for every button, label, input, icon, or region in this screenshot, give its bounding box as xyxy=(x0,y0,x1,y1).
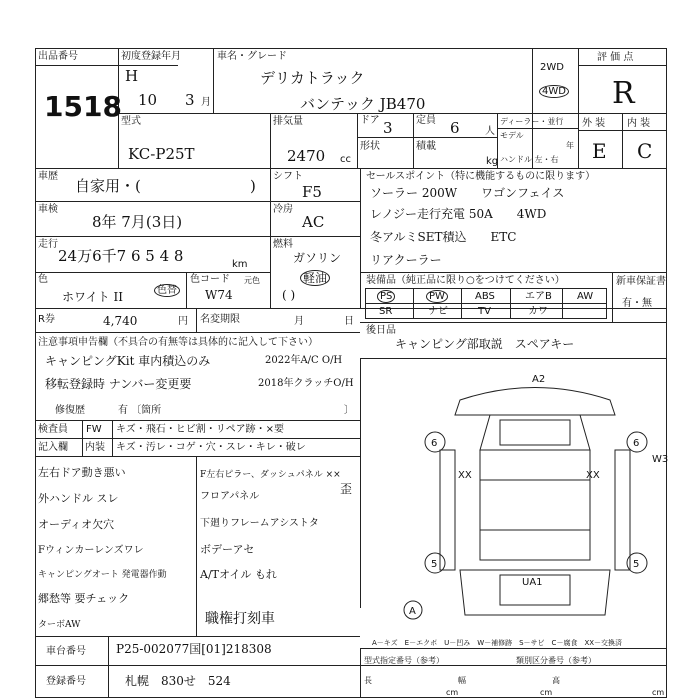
equipment-item: AW xyxy=(577,291,594,302)
diagram-mark: XX xyxy=(458,470,472,481)
diagram-mark: 5 xyxy=(431,559,438,570)
remark-side-mark: 歪 xyxy=(340,482,353,496)
aircon-value: AC xyxy=(302,213,325,231)
equipment-item: カワ xyxy=(528,306,548,317)
sales-points-label: セールスポイント（特に機能するものに限ります） xyxy=(366,171,596,182)
diagram-right-side xyxy=(615,450,630,570)
lot-number-label: 出品番号 xyxy=(38,51,78,62)
term-day: 日 xyxy=(344,316,354,327)
remark-right: A/Tオイル もれ xyxy=(200,568,277,581)
equipment-item: PS xyxy=(377,290,395,303)
recycle-value: 4,740 xyxy=(103,314,138,328)
capacity-label: 定員 xyxy=(416,115,436,126)
repair-history-value: 有 〔箇所 xyxy=(118,405,162,416)
equipment-item: PW xyxy=(426,290,448,303)
doors: 3 xyxy=(383,119,393,137)
model-code: KC-P25T xyxy=(128,145,195,163)
diagram-mark: W3 xyxy=(652,454,669,465)
month-unit: 月 xyxy=(201,97,211,108)
recycle-unit: 円 xyxy=(178,316,188,327)
interior-grade: C xyxy=(637,139,653,163)
guarantee-value: 有・無 xyxy=(622,298,652,309)
model-code-label: 型式 xyxy=(121,116,141,127)
aircon-label: 冷房 xyxy=(273,204,293,215)
inspector-row-exterior: キズ・飛石・ヒビ割・リペア跡・×要 xyxy=(116,424,284,435)
remark-left: キャンピングオート 発電器作動 xyxy=(38,570,167,580)
length-label: 長 xyxy=(364,676,372,685)
color-paren: ( ) xyxy=(282,288,296,302)
shift-label: シフト xyxy=(273,171,303,182)
cm-unit: cm xyxy=(446,688,459,697)
history-close: ) xyxy=(250,177,256,195)
color-code: W74 xyxy=(205,288,233,302)
recycle-label: R券 xyxy=(38,314,55,325)
diagram-body xyxy=(480,450,590,560)
person-unit: 人 xyxy=(485,126,495,137)
original-color-label: 元色 xyxy=(244,276,260,285)
color-repaint: 色替 xyxy=(154,284,180,297)
sales-point-line: 冬アルミSET積込 ETC xyxy=(370,230,517,244)
equipment-item: SR xyxy=(379,306,393,317)
sales-point-line: レノジー走行充電 50A 4WD xyxy=(370,207,547,221)
fuel-value-diesel: 軽油 xyxy=(300,270,330,286)
dealer-label: ディーラー・並行 xyxy=(500,117,564,126)
sales-point-line: ソーラー 200W ワゴンフェイス xyxy=(370,186,565,200)
inspection-value: 8年 7月(3日) xyxy=(92,213,183,231)
remark-right: 職権打刻車 xyxy=(205,611,275,627)
remark-left: 郷愁等 要チェック xyxy=(38,592,130,605)
height-label: 高 xyxy=(552,676,560,685)
equipment-item: TV xyxy=(478,306,491,317)
notes-line: 2018年クラッチO/H xyxy=(258,378,354,389)
remark-left: 左右ドア動き悪い xyxy=(38,466,126,479)
cc-unit: cc xyxy=(340,154,351,165)
aftermarket-label: 後日品 xyxy=(366,325,396,336)
remark-right: 下廻りフレームアシストタ xyxy=(200,518,319,529)
term-label: 名変期限 xyxy=(200,314,240,325)
remark-left: オーディオ欠穴 xyxy=(38,518,115,531)
car-grade: バンテック JB470 xyxy=(300,95,426,113)
width-label: 幅 xyxy=(458,676,466,685)
doors-label: ドア xyxy=(360,115,380,126)
diagram-mark: A2 xyxy=(532,374,546,385)
diagram-mark: 6 xyxy=(431,438,438,449)
color-code-label: 色コード xyxy=(190,274,230,285)
equipment-item: ABS xyxy=(475,291,495,302)
load-label: 積載 xyxy=(416,141,436,152)
shape-label: 形状 xyxy=(360,141,380,152)
sales-point-line: リアクーラー xyxy=(370,253,442,267)
inspector-fw: FW xyxy=(86,424,102,435)
fuel-label: 燃料 xyxy=(273,239,293,250)
diagram-front-outline xyxy=(455,388,615,416)
car-name-label: 車名・グレード xyxy=(217,51,287,62)
equipment-label: 装備品（純正品に限り○をつけてください） xyxy=(366,275,565,286)
chassis-value: P25-002077国[01]218308 xyxy=(116,642,272,656)
first-registration-year: 10 xyxy=(138,91,158,109)
aftermarket-value: キャンピング部取説 スペアキー xyxy=(395,337,575,351)
mileage-value: 24万6千7 6 5 4 8 xyxy=(58,247,184,265)
history-label: 車歴 xyxy=(38,171,58,182)
registration-value: 札幌 830せ 524 xyxy=(125,674,231,688)
diagram-mark: A xyxy=(409,606,416,617)
remark-right: ボデーアセ xyxy=(200,543,255,556)
term-month: 月 xyxy=(294,316,304,327)
car-name: デリカトラック xyxy=(260,69,365,87)
inspector-interior: 内装 xyxy=(85,442,105,453)
displacement-label: 排気量 xyxy=(273,116,303,127)
equipment-item: ナビ xyxy=(428,306,448,317)
diagram-roof xyxy=(500,420,570,445)
equipment-item: エアB xyxy=(525,291,552,302)
repair-history-close: 〕 xyxy=(344,405,354,416)
mileage-label: 走行 xyxy=(38,239,58,250)
remark-right: F左右ピラー、ダッシュパネル ×× xyxy=(200,470,341,480)
class-label: 類別区分番号（参考） xyxy=(516,656,596,665)
shift-value: F5 xyxy=(302,183,322,201)
history-value: 自家用・( xyxy=(75,177,141,195)
fuel-value: ガソリン xyxy=(293,251,342,265)
drive-2wd: 2WD xyxy=(540,62,564,73)
remark-left: 外ハンドル スレ xyxy=(38,492,119,505)
diagram-mark: UA1 xyxy=(522,577,543,588)
first-registration-month: 3 xyxy=(185,91,195,109)
year-unit: 年 xyxy=(566,141,574,150)
exterior-grade: E xyxy=(592,139,607,163)
lot-number: 1518 xyxy=(44,90,122,123)
notes-line: キャンピングKit 車内積込のみ xyxy=(45,354,211,368)
inspection-label: 車検 xyxy=(38,204,58,215)
diagram-mark: 6 xyxy=(633,438,640,449)
first-registration-label: 初度登録年月 xyxy=(121,51,181,62)
remark-right: フロアパネル xyxy=(200,491,260,502)
type-cert-label: 型式指定番号（参考） xyxy=(364,656,444,665)
remark-left: ターボAW xyxy=(38,620,81,630)
model-year-label: モデル xyxy=(500,131,524,140)
interior-label: 内 装 xyxy=(627,118,651,129)
inspector-label: 検査員 xyxy=(38,424,68,435)
notes-line: 移転登録時 ナンバー変更要 xyxy=(45,377,192,391)
car-damage-diagram xyxy=(400,370,670,640)
notes-line: 2022年A/C O/H xyxy=(265,355,343,366)
displacement: 2470 xyxy=(287,147,326,165)
notes-label: 注意事項申告欄（不具合の有無等は具体的に記入して下さい） xyxy=(38,337,318,348)
cm-unit: cm xyxy=(652,688,665,697)
inspector-label-2: 記入欄 xyxy=(38,442,68,453)
guarantee-label: 新車保証書 xyxy=(616,276,666,287)
remark-left: Fウィンカーレンズワレ xyxy=(38,545,144,556)
color-value: ホワイト II xyxy=(62,290,123,304)
cm-unit: cm xyxy=(540,688,553,697)
diagram-legend: A－キズ E－エクボ U－凹み W－補修跡 S－サビ C－腐食 XX－交換済 xyxy=(372,639,623,647)
chassis-label: 車台番号 xyxy=(46,646,86,657)
drive-4wd: 4WD xyxy=(539,85,569,98)
registration-label: 登録番号 xyxy=(46,676,86,687)
kg-unit: kg xyxy=(486,156,499,167)
color-label: 色 xyxy=(38,274,48,285)
capacity: 6 xyxy=(450,119,460,137)
first-registration-era: H xyxy=(125,67,139,85)
score-label: 評 価 点 xyxy=(597,52,634,63)
mileage-unit: km xyxy=(232,259,248,270)
handle-label: ハンドル 左・右 xyxy=(500,155,559,164)
inspector-row-interior: キズ・汚レ・コゲ・穴・スレ・キレ・破レ xyxy=(116,442,306,453)
score-value: R xyxy=(612,76,635,111)
diagram-left-side xyxy=(440,450,455,570)
repair-history-label: 修復歴 xyxy=(55,405,85,416)
diagram-mark: XX xyxy=(586,470,600,481)
exterior-label: 外 装 xyxy=(582,118,606,129)
diagram-mark: 5 xyxy=(633,559,640,570)
